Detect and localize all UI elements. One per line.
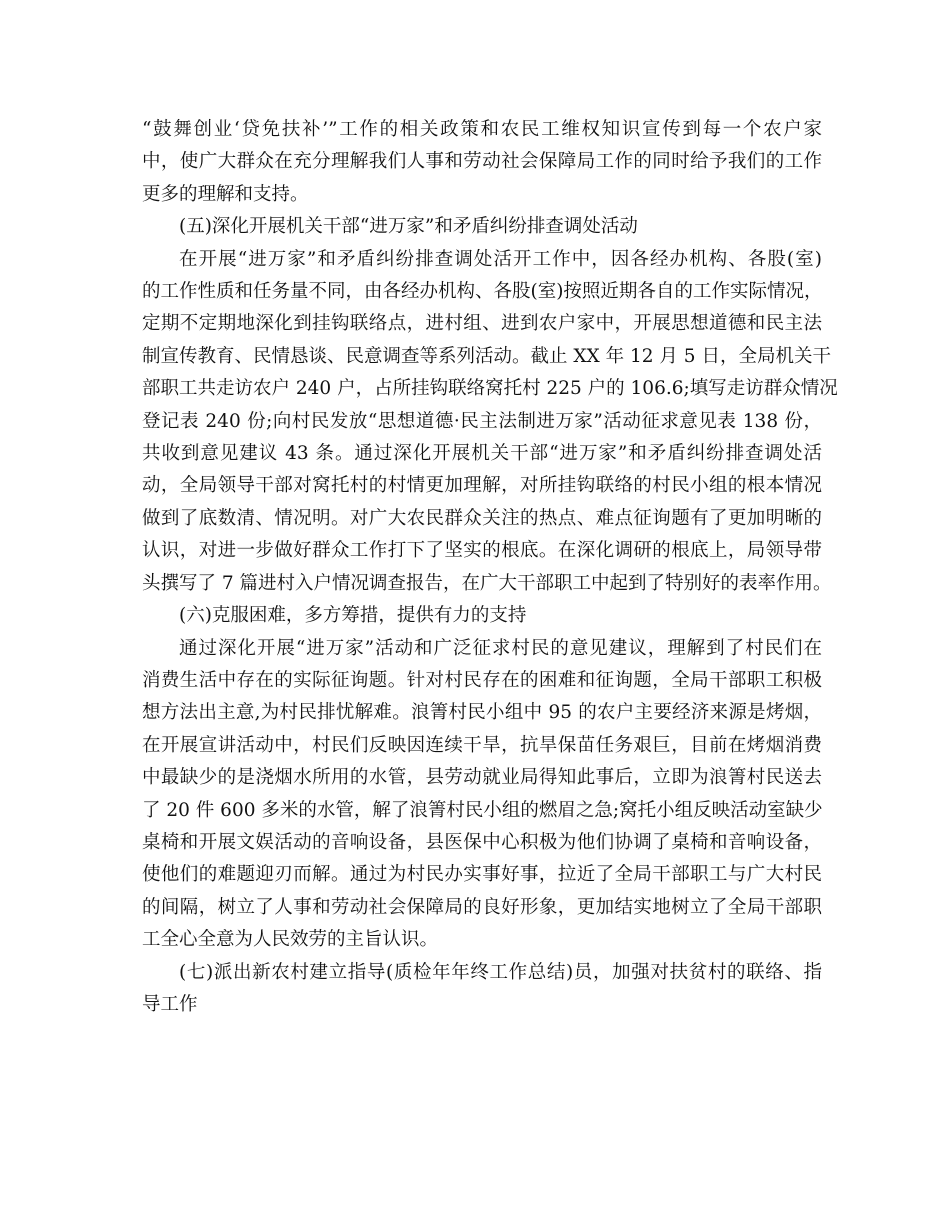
heading-line: (六)克服困难，多方筹措，提供有力的支持 <box>179 605 527 627</box>
text-line: 中最缺少的是浇烟水所用的水管，县劳动就业局得知此事后，立即为浪箐村民送去 <box>142 767 822 789</box>
text-line: 制宣传教育、民情恳谈、民意调查等系列活动。截止 XX 年 12 月 5 日，全局机关干 <box>142 345 831 367</box>
text-line: 使他们的难题迎刃而解。通过为村民办实事好事，拉近了全局干部职工与广大村民 <box>142 864 822 886</box>
text-line: 的间隔，树立了人事和劳动社会保障局的良好形象，更加结实地树立了全局干部职 <box>142 896 822 918</box>
text-line: 做到了底数清、情况明。对广大农民群众关注的热点、难点征询题有了更加明晰的 <box>142 507 822 529</box>
text-line: 了 20 件 600 多米的水管，解了浪箐村民小组的燃眉之急;窝托小组反映活动室缺少 <box>142 799 823 821</box>
heading-line: (七)派出新农村建立指导(质检年年终工作总结)员，加强对扶贫村的联络、指 <box>179 961 822 983</box>
text-line: 定期不定期地深化到挂钩联络点，进村组、进到农户家中，开展思想道德和民主法 <box>142 313 822 335</box>
text-line: 在开展宣讲活动中，村民们反映因连续干旱，抗旱保苗任务艰巨，目前在烤烟消费 <box>142 734 822 756</box>
text-line: 部职工共走访农户 240 户，占所挂钩联络窝托村 225 户的 106.6;填写走访群众情况 <box>142 378 838 400</box>
text-line: 更多的理解和支持。 <box>142 183 309 205</box>
section-heading-6 <box>142 600 822 632</box>
text-line: 头撰写了 7 篇进村入户情况调查报告，在广大干部职工中起到了特别好的表率作用。 <box>142 572 832 594</box>
text-line: 消费生活中存在的实际征询题。针对村民存在的困难和征询题，全局干部职工积极 <box>142 669 822 691</box>
text-line: 通过深化开展“进万家”活动和广泛征求村民的意见建议，理解到了村民们在 <box>179 637 822 659</box>
paragraph-support-villagers <box>142 633 822 957</box>
paragraph-visit-households <box>142 244 838 600</box>
section-heading-7 <box>142 957 822 1022</box>
paragraph-policy-publicity <box>142 114 822 211</box>
text-line: 认识，对进一步做好群众工作打下了坚实的根底。在深化调研的根底上，局领导带 <box>142 540 822 562</box>
heading-line: (五)深化开展机关干部“进万家”和矛盾纠纷排查调处活动 <box>179 216 638 238</box>
text-line: “鼓舞创业‘贷免扶补’”工作的相关政策和农民工维权知识宣传到每一个农户家 <box>142 119 822 140</box>
text-line: 动，全局领导干部对窝托村的村情更加理解，对所挂钩联络的村民小组的根本情况 <box>142 475 822 497</box>
section-heading-5 <box>142 211 822 243</box>
text-line: 的工作性质和任务量不同，由各经办机构、各股(室)按照近期各自的工作实际情况， <box>142 281 823 303</box>
text-line: 中，使广大群众在充分理解我们人事和劳动社会保障局工作的同时给予我们的工作 <box>142 151 822 173</box>
heading-line: 导工作 <box>142 993 198 1015</box>
text-line: 桌椅和开展文娱活动的音响设备，县医保中心积极为他们协调了桌椅和音响设备， <box>142 831 822 853</box>
text-line: 共收到意见建议 43 条。通过深化开展机关干部“进万家”和矛盾纠纷排查调处活 <box>142 443 822 465</box>
text-line: 想方法出主意,为村民排忧解难。浪箐村民小组中 95 的农户主要经济来源是烤烟， <box>142 702 822 724</box>
text-line: 登记表 240 份;向村民发放“思想道德·民主法制进万家”活动征求意见表 138 份， <box>142 410 822 432</box>
text-line: 工全心全意为人民效劳的主旨认识。 <box>142 929 439 951</box>
text-line: 在开展“进万家”和矛盾纠纷排查调处活开工作中，因各经办机构、各股(室) <box>179 248 822 270</box>
document-page <box>142 114 838 1021</box>
